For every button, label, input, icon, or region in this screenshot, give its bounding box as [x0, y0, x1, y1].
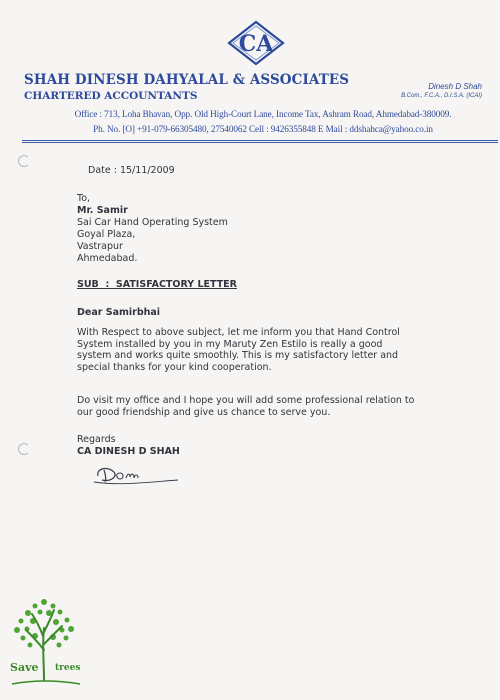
firm-subtitle: CHARTERED ACCOUNTANTS: [24, 90, 198, 102]
signatory-name: CA DINESH D SHAH: [77, 446, 180, 457]
paragraph-line: our good friendship and give us chance to serve you.: [77, 406, 331, 418]
subject-label: SUB: [77, 279, 99, 290]
save-label: Save: [10, 661, 39, 674]
recipient-address-line: Ahmedabad.: [77, 253, 138, 264]
handwritten-signature: [90, 460, 185, 488]
header-rule-secondary: [22, 142, 498, 143]
letter-date: Date : 15/11/2009: [88, 165, 175, 176]
paragraph-line: With Respect to above subject, let me inform you that Hand Control: [77, 327, 400, 338]
subject-line: [77, 279, 237, 291]
paragraph-2: [77, 395, 414, 418]
office-address: Office : 713, Loha Bhavan, Opp. Old High-Court Lane, Income Tax, Ashram Road, Ahmedabad-380009.: [74, 109, 452, 119]
firm-name: SHAH DINESH DAHYALAL & ASSOCIATES: [24, 72, 350, 88]
paragraph-line: Do visit my office and I hope you will add some professional relation to: [77, 395, 415, 406]
punch-hole: [18, 443, 30, 455]
closing: Regards: [77, 434, 116, 445]
recipient-address-line: Goyal Plaza,: [77, 229, 136, 240]
paragraph-1: [77, 327, 400, 373]
subject-text: SATISFACTORY LETTER: [115, 279, 237, 290]
recipient-name: Mr. Samir: [77, 205, 128, 216]
header-rule: [22, 140, 498, 141]
recipient-address-line: Sai Car Hand Operating System: [77, 217, 228, 228]
to-label: To,: [77, 193, 91, 204]
recipient-address-line: Vastrapur: [77, 241, 123, 252]
paragraph-line: System installed by you in my Maruty Zen Estilo is really a good: [77, 338, 383, 350]
save-trees-tree-icon: [4, 580, 84, 694]
partner-name: Dinesh D Shah: [428, 82, 482, 91]
contact-line: Ph. No. [O] +91-079-66305480, 27540062 Cell : 9426355848 E Mail : ddshahca@yahoo.co.in: [93, 124, 433, 134]
paragraph-line: system and works quite smoothly. This is my satisfactory letter and: [77, 350, 399, 362]
logo-text: CA: [238, 31, 274, 57]
paragraph-line: special thanks for your kind cooperation.: [77, 361, 272, 373]
trees-label: trees: [55, 663, 81, 673]
ca-logo: [227, 20, 285, 66]
partner-qualifications: B.Com., F.C.A., D.I.S.A. (ICAI): [401, 93, 482, 99]
subject-separator: :: [105, 279, 110, 290]
punch-hole: [18, 155, 30, 167]
salutation: Dear Samirbhai: [77, 307, 161, 318]
